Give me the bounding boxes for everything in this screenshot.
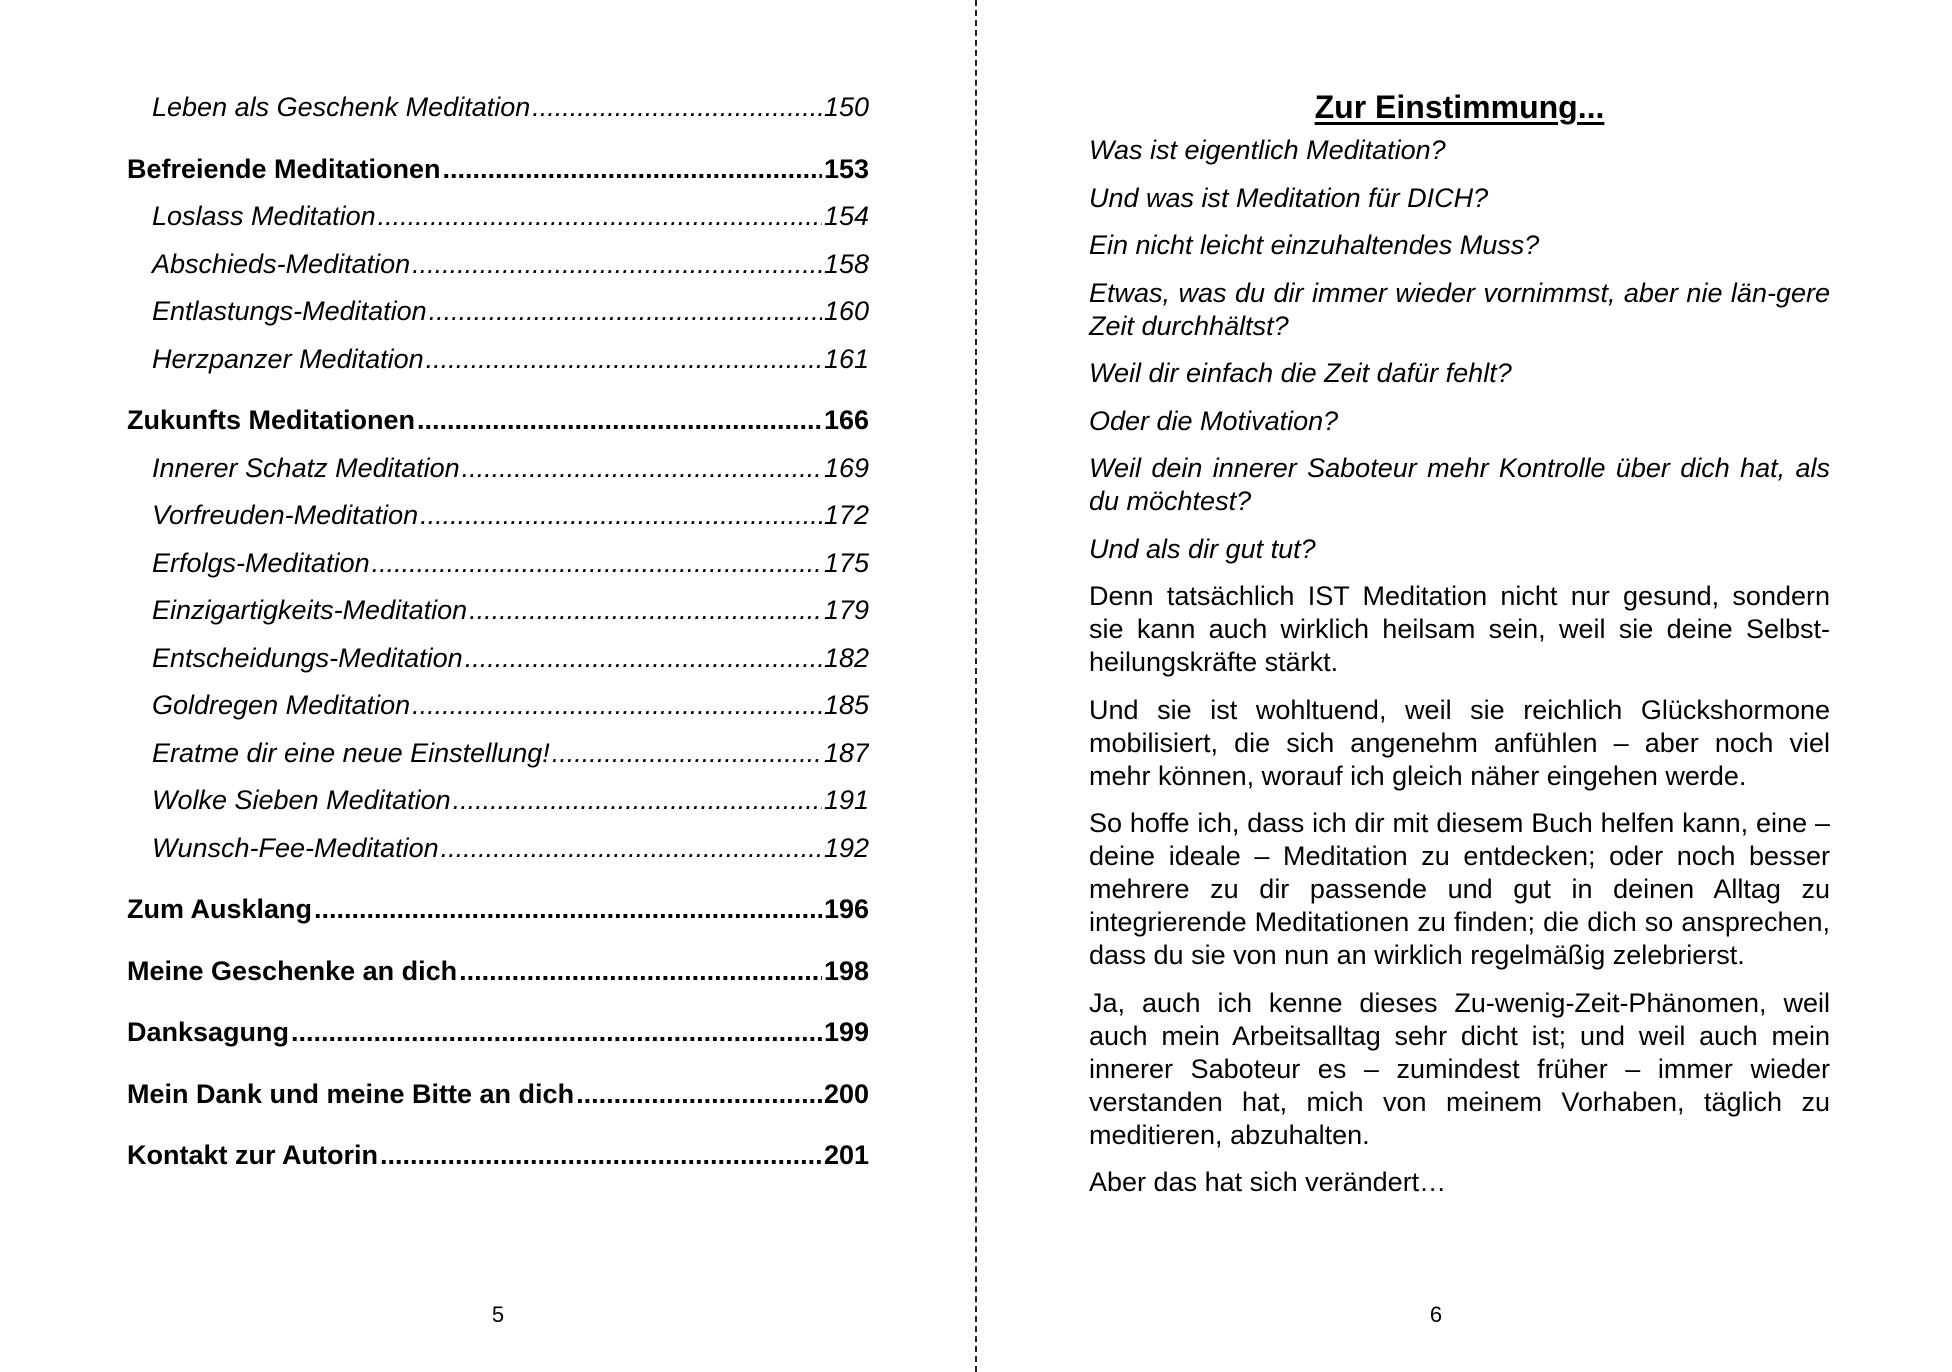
toc-entry-title: Entlastungs-Meditation	[152, 296, 427, 326]
toc-section-entry[interactable]	[127, 730, 869, 778]
toc-entry-title: Befreiende Meditationen	[127, 153, 441, 184]
toc-leader-dots	[291, 1009, 822, 1057]
intro-question: Oder die Motivation?	[1089, 405, 1339, 436]
toc-entry-page: 200	[823, 1078, 869, 1109]
intro-question: Und als dir gut tut?	[1089, 533, 1316, 564]
toc-leader-dots	[459, 948, 822, 996]
toc-entry-page: 199	[823, 1017, 869, 1047]
toc-entry-title: Vorfreuden-Meditation	[152, 500, 419, 530]
chapter-content	[1089, 86, 1830, 1214]
toc-entry-page: 172	[823, 500, 869, 530]
toc-section-entry[interactable]	[127, 635, 869, 683]
toc-entry-title: Mein Dank und meine Bitte an dich	[127, 1078, 575, 1109]
toc-chapter-entry[interactable]	[127, 1132, 869, 1180]
chapter-heading: Zur Einstimmung...	[1314, 89, 1605, 125]
body-paragraph: So hoffe ich, dass ich dir mit diesem Buch helfen kann, eine – deine ideale – Meditation zu entdecken; oder noch besser mehrere zu dir passende und gut in deinen Alltag zu integrierende Meditationen zu finden; die dich so ansprechen, dass du sie von nun an wirklich regelmäßig zelebrierst.	[1089, 808, 1830, 970]
toc-section-entry[interactable]	[127, 682, 869, 730]
toc-entry-page: 187	[823, 737, 869, 768]
intro-question: Und was ist Meditation für DICH?	[1089, 182, 1489, 213]
toc-leader-dots	[420, 492, 822, 540]
toc-chapter-entry[interactable]	[127, 1009, 869, 1057]
body-paragraph: Aber das hat sich verändert…	[1089, 1167, 1447, 1197]
paragraph-list	[1089, 580, 1830, 1199]
toc-entry-title: Zukunfts Meditationen	[127, 405, 415, 435]
toc-leader-dots	[576, 1071, 822, 1119]
toc-entry-page: 182	[823, 642, 869, 673]
toc-leader-dots	[453, 777, 822, 825]
body-paragraph: Und sie ist wohltuend, weil sie reichlich Glückshormone mobilisiert, die sich angenehm anfühlen – aber noch viel mehr können, worauf ich gleich näher eingehen werde.	[1089, 694, 1830, 791]
intro-question: Weil dein innerer Saboteur mehr Kontrolle über dich hat, als du möchtest?	[1089, 453, 1830, 516]
toc-leader-dots	[378, 193, 822, 241]
toc-entry-page: 161	[823, 343, 869, 374]
toc-entry-title: Abschieds-Meditation	[152, 248, 411, 279]
toc-entry-title: Innerer Schatz Meditation	[152, 452, 460, 483]
page-number: 6	[1429, 1302, 1443, 1327]
toc-leader-dots	[462, 445, 822, 493]
toc-entry-page: 175	[823, 547, 869, 578]
toc-section-entry[interactable]	[127, 540, 869, 588]
toc-entry-page: 201	[823, 1140, 869, 1170]
toc-leader-dots	[417, 397, 822, 445]
toc-entry-page: 169	[823, 452, 869, 483]
toc-entry-title: Entscheidungs-Meditation	[152, 642, 463, 673]
toc-entry-title: Goldregen Meditation	[152, 690, 411, 720]
page-number: 5	[491, 1302, 505, 1327]
toc-chapter-entry[interactable]	[127, 397, 869, 445]
body-paragraph: Ja, auch ich kenne dieses Zu-wenig-Zeit-Phänomen, weil auch mein Arbeitsalltag sehr dicht ist; und weil auch mein innerer Saboteur es – zumindest früher – immer wieder verstanden hat, mich von meinem Vorhaben, täglich zu meditieren, abzuhalten.	[1089, 987, 1830, 1150]
toc-section-entry[interactable]	[127, 777, 869, 825]
toc-section-entry[interactable]	[127, 445, 869, 493]
toc-entry-title: Meine Geschenke an dich	[127, 955, 458, 986]
toc-leader-dots	[314, 886, 822, 934]
toc-chapter-entry[interactable]	[127, 948, 869, 996]
toc-leader-dots	[372, 540, 822, 588]
toc-leader-dots	[426, 336, 822, 384]
toc-entry-title: Erfolgs-Meditation	[152, 547, 370, 578]
toc-entry-title: Zum Ausklang	[127, 894, 313, 924]
toc-section-entry[interactable]	[127, 587, 869, 635]
table-of-contents	[127, 84, 869, 1180]
toc-entry-page: 153	[823, 153, 869, 184]
right-page	[976, 0, 1952, 1372]
toc-entry-page: 191	[823, 785, 869, 815]
toc-entry-title: Wolke Sieben Meditation	[152, 785, 451, 815]
toc-leader-dots	[380, 1132, 822, 1180]
toc-leader-dots	[429, 288, 822, 336]
toc-entry-title: Kontakt zur Autorin	[127, 1140, 378, 1170]
toc-entry-page: 154	[823, 201, 869, 231]
toc-leader-dots	[552, 730, 822, 778]
toc-leader-dots	[412, 241, 822, 289]
toc-entry-title: Herzpanzer Meditation	[152, 343, 424, 374]
toc-entry-page: 185	[823, 690, 869, 720]
toc-section-entry[interactable]	[127, 288, 869, 336]
toc-entry-page: 158	[823, 248, 869, 279]
toc-entry-title: Wunsch-Fee-Meditation	[152, 832, 439, 863]
toc-leader-dots	[465, 635, 822, 683]
toc-entry-page: 150	[823, 92, 869, 122]
toc-section-entry[interactable]	[127, 492, 869, 540]
toc-leader-dots	[443, 146, 822, 194]
intro-question: Weil dir einfach die Zeit dafür fehlt?	[1089, 358, 1512, 388]
toc-section-entry[interactable]	[127, 193, 869, 241]
toc-entry-title: Leben als Geschenk Meditation	[152, 92, 531, 122]
toc-entry-title: Danksagung	[127, 1017, 290, 1047]
toc-entry-page: 179	[823, 595, 869, 625]
toc-entry-title: Eratme dir eine neue Einstellung!	[152, 737, 550, 768]
intro-question: Etwas, was du dir immer wieder vornimmst, aber nie län-gere Zeit durchhältst?	[1089, 277, 1830, 341]
toc-entry-title: Loslass Meditation	[152, 201, 376, 231]
toc-entry-page: 192	[823, 832, 869, 863]
toc-leader-dots	[469, 587, 822, 635]
toc-entry-page: 166	[823, 405, 869, 435]
toc-leader-dots	[441, 825, 822, 873]
left-page	[0, 0, 975, 1372]
toc-entry-title: Einzigartigkeits-Meditation	[152, 595, 468, 625]
body-paragraph: Denn tatsächlich IST Meditation nicht nur gesund, sondern sie kann auch wirklich heilsam sein, weil sie deine Selbstheilungskräfte stärkt.	[1089, 581, 1830, 677]
question-list	[1089, 134, 1830, 566]
toc-chapter-entry[interactable]	[127, 886, 869, 934]
toc-leader-dots	[532, 84, 822, 132]
intro-question: Ein nicht leicht einzuhaltendes Muss?	[1089, 230, 1540, 260]
toc-entry-page: 196	[823, 894, 869, 924]
toc-section-entry[interactable]	[127, 241, 869, 289]
toc-entry-page: 198	[823, 955, 869, 986]
toc-section-entry[interactable]	[127, 825, 869, 873]
toc-entry-page: 160	[823, 296, 869, 326]
toc-section-entry[interactable]	[127, 336, 869, 384]
toc-chapter-entry[interactable]	[127, 146, 869, 194]
toc-leader-dots	[412, 682, 822, 730]
intro-question: Was ist eigentlich Meditation?	[1089, 135, 1446, 165]
toc-section-entry[interactable]	[127, 84, 869, 132]
toc-chapter-entry[interactable]	[127, 1071, 869, 1119]
